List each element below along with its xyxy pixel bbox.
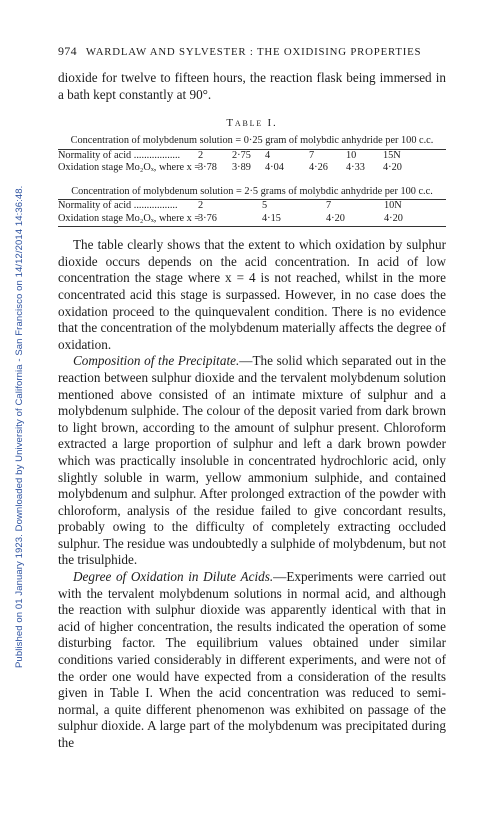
table-cell: 3·89 — [232, 162, 251, 174]
table-cell: 15N — [383, 149, 401, 161]
table-row — [58, 162, 446, 175]
table-rule — [58, 226, 446, 227]
page-body — [58, 44, 446, 752]
table-cell: 4·20 — [384, 212, 403, 224]
table-cell: 4·33 — [346, 162, 365, 174]
table-row-label: Oxidation stage Mo₂Oₓ, where x = — [58, 162, 201, 174]
table-row-label: Normality of acid ................. — [58, 200, 178, 212]
section-heading-precipitate: Composition of the Precipitate. — [73, 353, 240, 369]
table-i — [58, 135, 446, 227]
paragraph-dilute-acids-text: —Experiments were carried out with the tervalent molybdenum solutions in normal acid, and although the reaction with sulphur dioxide was apparently identical with that in acid of higher concentration, the results indicated the operation of some disturbing factor. The equilibrium values obtained under similar conditions varied considerably in different experiments, and were not of the order one would have expected from a consideration of the results given in Table I. When the acid concentration was reduced to semi-normal, a quite different phenomenon was exhibited on passage of the sulphur dioxide. A large part of the molybdenum was precipitated during the — [58, 569, 446, 750]
table-row — [58, 213, 446, 226]
table-cell: 3·76 — [198, 212, 217, 224]
page-number: 974 — [58, 44, 77, 58]
table-cell: 4·20 — [383, 162, 402, 174]
table-cell: 3·78 — [198, 162, 217, 174]
table-cell: 4·26 — [309, 162, 328, 174]
table-cell: 2·75 — [232, 149, 251, 161]
paragraph-dilute-acids — [58, 569, 446, 752]
table-section1-note: Concentration of molybdenum solution = 0·25 gram of molybdic anhydride per 100 c.c. — [70, 135, 434, 147]
table-cell: 10N — [384, 200, 402, 212]
table-cell: 7 — [309, 149, 315, 161]
table-row — [58, 200, 446, 213]
table-cell: 10 — [346, 149, 357, 161]
section-heading-dilute-acids: Degree of Oxidation in Dilute Acids. — [73, 569, 274, 585]
intro-paragraph: dioxide for twelve to fifteen hours, the reaction flask being immersed in a bath kept constantly at 90°. — [58, 70, 446, 102]
table-caption: Table I. — [226, 117, 278, 130]
running-title: WARDLAW AND SYLVESTER : THE OXIDISING PROPERTIES — [85, 46, 422, 58]
download-watermark-text: Published on 01 January 1923. Downloaded by University of California - San Francisco on 14/12/2014 14:36:48. — [14, 185, 25, 668]
download-watermark — [2, 18, 25, 668]
paragraph-precipitate-text: —The solid which separated out in the reaction between sulphur dioxide and the tervalent molybdenum solution mentioned above consisted of an intimate mixture of sulphur and a molybdenum sulphide. The colour of the deposit varied from dark brown to light brown, according to the amount of sulphur present. Chloroform extracted a large proportion of sulphur and left a dark brown powder which was practically insoluble in concentrated hydrochloric acid, only slightly soluble in warm, yellow ammonium sulphide, and contained molybdenum and sulphur. After prolonged extraction of the powder with chloroform, analysis of the residue failed to give concordant results, probably owing to the difficulty of completely extracting occluded sulphur. The residue was undoubtedly a sulphide of molybdenum, but not the trisulphide. — [58, 353, 447, 568]
table-section2-note: Concentration of molybdenum solution = 2·5 grams of molybdic anhydride per 100 c.c. — [71, 185, 433, 197]
table-row-label: Normality of acid .................. — [58, 149, 181, 161]
table-row — [58, 150, 446, 163]
paragraph-oxidation-extent: The table clearly shows that the extent to which oxidation by sulphur dioxide occurs depends on the acid concentration. In acid of low concentration the stage where x = 4 is not reached, whilst in the more concentrated acid this stage is surpassed. However, in no case does the oxidation proceed to the quinquevalent condition. There is no evidence that the concentration of the molybdenum materially affects the degree of oxidation. — [58, 237, 446, 352]
table-cell: 4·20 — [326, 212, 345, 224]
table-cell: 2 — [198, 200, 204, 212]
table-cell: 4 — [265, 149, 271, 161]
table-cell: 4·15 — [262, 212, 281, 224]
table-cell: 4·04 — [265, 162, 284, 174]
table-row-label: Oxidation stage Mo₂Oₓ, where x = — [58, 212, 201, 224]
paragraph-precipitate — [58, 353, 446, 569]
running-head — [58, 44, 446, 59]
table-cell: 2 — [198, 149, 204, 161]
table-cell: 7 — [326, 200, 332, 212]
table-cell: 5 — [262, 200, 268, 212]
